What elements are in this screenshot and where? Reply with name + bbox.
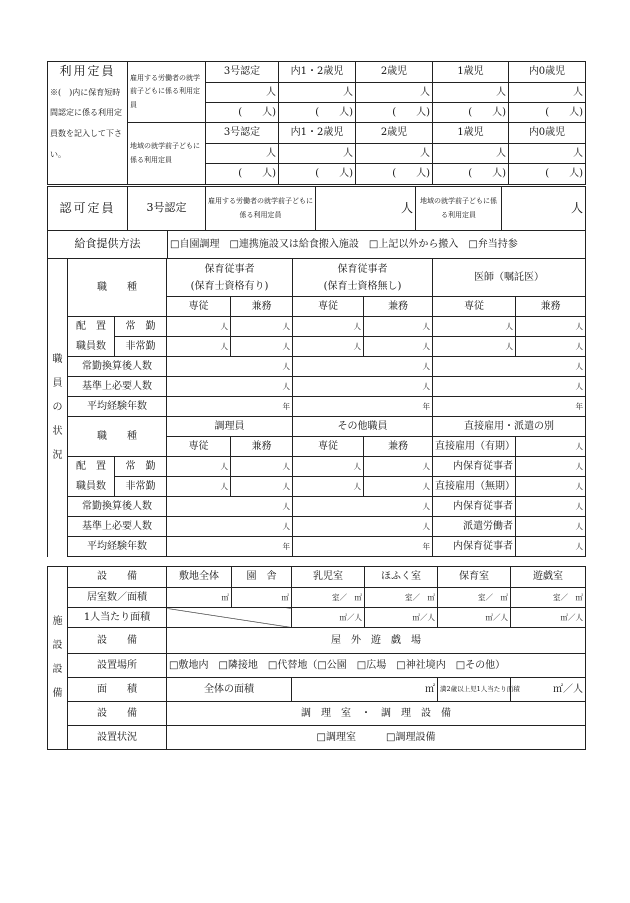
ninka-type: 3号認定: [128, 187, 206, 231]
cell[interactable]: 室／ ㎡: [292, 588, 365, 608]
kijun-label: 基準上必要人数: [68, 377, 167, 397]
cell[interactable]: 年: [167, 397, 293, 417]
cell-short[interactable]: ( 人): [206, 103, 279, 123]
cell-short[interactable]: ( 人): [279, 103, 356, 123]
cell-short[interactable]: ( 人): [279, 164, 356, 185]
shokuinsu-label: 職員数: [68, 477, 115, 497]
cell[interactable]: 人: [167, 357, 293, 377]
col-0sai: 内0歳児: [509, 123, 586, 144]
cell[interactable]: 人: [433, 144, 509, 164]
col-hofukushitsu: ほふく室: [365, 567, 438, 588]
cell[interactable]: 人: [206, 144, 279, 164]
col-12sai: 内1・2歳児: [279, 62, 356, 83]
cell-short[interactable]: ( 人): [509, 164, 586, 185]
cell[interactable]: 人: [509, 83, 586, 103]
col-1sai: 1歳児: [433, 123, 509, 144]
cell[interactable]: 人: [516, 437, 586, 457]
cell[interactable]: 人: [509, 144, 586, 164]
koyo-label: 内保育従事者: [433, 497, 516, 517]
col-0sai: 内0歳児: [509, 62, 586, 83]
total-area-value[interactable]: ㎡: [292, 678, 438, 702]
cell[interactable]: ㎡／人: [438, 608, 511, 628]
cell[interactable]: 年: [433, 397, 586, 417]
cell[interactable]: 人: [433, 357, 586, 377]
shokushu-label: 職 種: [68, 417, 167, 457]
cell-short[interactable]: ( 人): [356, 164, 433, 185]
cell[interactable]: 年: [167, 537, 293, 557]
cell[interactable]: 人: [293, 317, 364, 337]
cell[interactable]: 人: [231, 477, 293, 497]
ninka-emp-value[interactable]: 人: [316, 187, 416, 231]
kenmu-header: 兼務: [516, 297, 586, 317]
col-3go: 3号認定: [206, 123, 279, 144]
cell[interactable]: 人: [293, 517, 433, 537]
shokuinsu-label: 職員数: [68, 337, 115, 357]
jokin-label: 常 勤: [115, 457, 167, 477]
cell[interactable]: 人: [433, 83, 509, 103]
cell[interactable]: 人: [293, 457, 364, 477]
riyou-teiin-table: [47, 61, 586, 185]
col-nyujishitsu: 乳児室: [292, 567, 365, 588]
total-area-label: 全体の面積: [167, 678, 292, 702]
cell[interactable]: 人: [516, 457, 586, 477]
cell-short[interactable]: ( 人): [433, 164, 509, 185]
kenmu-header: 兼務: [364, 297, 433, 317]
hijokin-label: 非常勤: [115, 477, 167, 497]
staff-side-label: 職 員 の 状 況: [48, 259, 68, 557]
ninka-label: 認可定員: [48, 187, 128, 231]
ninka-teiin-table: [47, 186, 586, 231]
cell[interactable]: 人: [516, 477, 586, 497]
cell[interactable]: 人: [364, 477, 433, 497]
cell[interactable]: 人: [231, 457, 293, 477]
cell[interactable]: 人: [206, 83, 279, 103]
keiken-label: 平均経験年数: [68, 397, 167, 417]
cell[interactable]: 室／ ㎡: [365, 588, 438, 608]
haichi-label: 配 置: [68, 457, 115, 477]
place-options[interactable]: □敷地内 □隣接地 □代替地（□公園 □広場 □神社境内 □その他）: [167, 654, 586, 678]
senju-header: 専従: [167, 437, 231, 457]
senju-header: 専従: [293, 297, 364, 317]
kitchen-header: 調 理 室 ・ 調 理 設 備: [167, 702, 586, 726]
cell[interactable]: 人: [293, 377, 433, 397]
col-sonota: その他職員: [293, 417, 433, 437]
keiken-label: 平均経験年数: [68, 537, 167, 557]
ninka-comm-label: 地域の就学前子どもに係る利用定員: [416, 187, 502, 231]
over2-label: 満2歳以上児1人当たり面積: [438, 678, 511, 702]
col-2sai: 2歳児: [356, 62, 433, 83]
cell[interactable]: 人: [293, 337, 364, 357]
riyou-label: 利用定員: [48, 62, 128, 83]
col-hoiku-mushikaku: 保育従事者 (保育士資格無し): [293, 259, 433, 297]
col-hoikushitsu: 保育室: [438, 567, 511, 588]
cell[interactable]: 人: [293, 477, 364, 497]
cell-short[interactable]: ( 人): [509, 103, 586, 123]
kyoshitsu-label: 居室数／面積: [68, 588, 167, 608]
cell[interactable]: 人: [231, 317, 293, 337]
koyo-label: 内保育従事者: [433, 457, 516, 477]
col-koyo-kubun: 直接雇用・派遣の別: [433, 417, 586, 437]
cell[interactable]: 人: [167, 337, 231, 357]
cell[interactable]: 人: [364, 337, 433, 357]
col-choriin: 調理員: [167, 417, 293, 437]
cell[interactable]: 人: [433, 377, 586, 397]
cell[interactable]: 年: [293, 397, 433, 417]
per-person-label: 1人当たり面積: [68, 608, 167, 628]
cell[interactable]: 人: [167, 457, 231, 477]
cell[interactable]: 人: [293, 497, 433, 517]
senju-header: 専従: [293, 437, 364, 457]
ninka-comm-value[interactable]: 人: [502, 187, 586, 231]
cell[interactable]: ㎡: [232, 588, 292, 608]
kenmu-header: 兼務: [231, 297, 293, 317]
col-yugishitsu: 遊戯室: [511, 567, 586, 588]
koyo-label: 直接雇用（無期）: [433, 477, 516, 497]
cell[interactable]: 人: [231, 337, 293, 357]
cell-short[interactable]: ( 人): [356, 103, 433, 123]
senju-header: 専従: [433, 297, 516, 317]
cell[interactable]: 人: [516, 317, 586, 337]
cell[interactable]: 室／ ㎡: [438, 588, 511, 608]
cell[interactable]: 人: [433, 317, 516, 337]
facility-table: [47, 566, 586, 750]
cell[interactable]: 人: [516, 537, 586, 557]
cell[interactable]: 年: [293, 537, 433, 557]
shokushu-label: 職 種: [68, 259, 167, 317]
kijun-label: 基準上必要人数: [68, 517, 167, 537]
cell[interactable]: ㎡／人: [511, 608, 586, 628]
col-ensha: 園 舎: [232, 567, 292, 588]
col-12sai: 内1・2歳児: [279, 123, 356, 144]
cell[interactable]: 人: [293, 357, 433, 377]
cell[interactable]: 人: [356, 83, 433, 103]
kenmu-header: 兼務: [231, 437, 293, 457]
cell[interactable]: 室／ ㎡: [511, 588, 586, 608]
col-hoiku-shikaku: 保育従事者 (保育士資格有り): [167, 259, 293, 297]
setsubi-label: 設 備: [68, 628, 167, 654]
cell[interactable]: 人: [167, 377, 293, 397]
setsubi-label: 設 備: [68, 567, 167, 588]
kyushoku-table: [47, 230, 586, 259]
over2-value[interactable]: ㎡／人: [511, 678, 586, 702]
haichi-label: 配 置: [68, 317, 115, 337]
cell[interactable]: 人: [167, 517, 293, 537]
koyo-label: 派遣労働者: [433, 517, 516, 537]
cell[interactable]: 人: [167, 497, 293, 517]
area-label: 面 積: [68, 678, 167, 702]
emp-capacity-label: 雇用する労働者の就学前子どもに係る利用定員: [128, 62, 206, 123]
ninka-emp-label: 雇用する労働者の就学前子どもに係る利用定員: [206, 187, 316, 231]
kitchen-options[interactable]: □調理室 □調理設備: [167, 726, 586, 750]
riyou-note: ※( )内に保育短時間認定に係る利用定員数を記入して下さい。: [48, 83, 128, 185]
cell[interactable]: 人: [516, 497, 586, 517]
cell[interactable]: 人: [433, 337, 516, 357]
koyo-label: 内保育従事者: [433, 537, 516, 557]
kyushoku-label: 給食提供方法: [48, 231, 168, 259]
diagonal-blank: [167, 608, 292, 628]
cell[interactable]: ㎡／人: [292, 608, 365, 628]
cell[interactable]: 人: [364, 317, 433, 337]
senju-header: 専従: [167, 297, 231, 317]
cell[interactable]: 人: [279, 83, 356, 103]
col-2sai: 2歳児: [356, 123, 433, 144]
comm-capacity-label: 地域の就学前子どもに係る利用定員: [128, 123, 206, 185]
cell-short[interactable]: ( 人): [433, 103, 509, 123]
cell[interactable]: 人: [516, 517, 586, 537]
col-3go: 3号認定: [206, 62, 279, 83]
cell-short[interactable]: ( 人): [206, 164, 279, 185]
koyo-label: 直接雇用（有期）: [433, 437, 516, 457]
hijokin-label: 非常勤: [115, 337, 167, 357]
setsubi-label: 設 備: [68, 702, 167, 726]
col-1sai: 1歳児: [433, 62, 509, 83]
kenmu-header: 兼務: [364, 437, 433, 457]
cell[interactable]: 人: [167, 317, 231, 337]
col-shikichi: 敷地全体: [167, 567, 232, 588]
kyushoku-options[interactable]: □自園調理 □連携施設又は給食搬入施設 □上記以外から搬入 □弁当持参: [168, 231, 586, 259]
outdoor-header: 屋 外 遊 戯 場: [167, 628, 586, 654]
kansan-label: 常勤換算後人数: [68, 497, 167, 517]
cell[interactable]: 人: [364, 457, 433, 477]
place-label: 設置場所: [68, 654, 167, 678]
status-label: 設置状況: [68, 726, 167, 750]
cell[interactable]: 人: [167, 477, 231, 497]
jokin-label: 常 勤: [115, 317, 167, 337]
cell[interactable]: 人: [516, 337, 586, 357]
staff-table: [47, 258, 586, 557]
cell[interactable]: ㎡／人: [365, 608, 438, 628]
kansan-label: 常勤換算後人数: [68, 357, 167, 377]
facility-side-label: 施 設 設 備: [48, 567, 68, 750]
col-ishi: 医師（嘱託医）: [433, 259, 586, 297]
cell[interactable]: ㎡: [167, 588, 232, 608]
cell[interactable]: 人: [279, 144, 356, 164]
cell[interactable]: 人: [356, 144, 433, 164]
